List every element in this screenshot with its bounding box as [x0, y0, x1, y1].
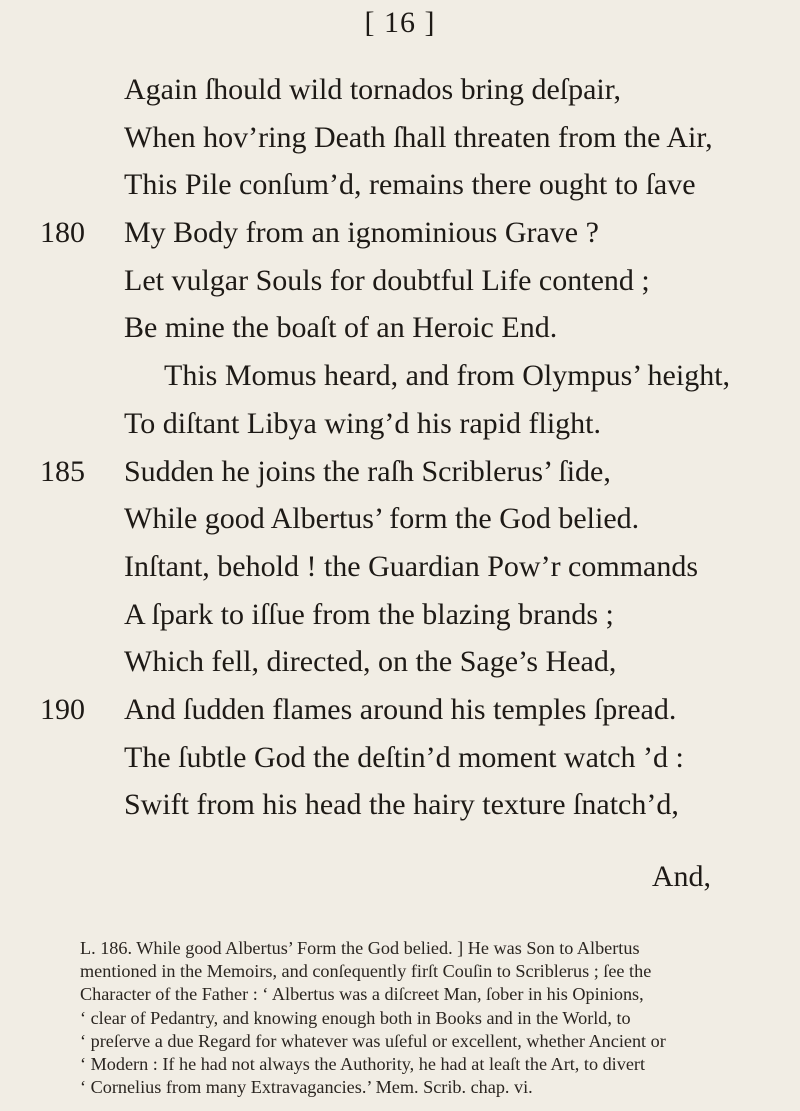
- verse-line: [0, 209, 800, 257]
- footnote-line: ‘ clear of Pedantry, and knowing enough both in Books and in the World, to: [80, 1007, 631, 1028]
- footnote-line: mentioned in the Memoirs, and conſequently firſt Couſin to Scriblerus ; ſee the: [80, 961, 652, 982]
- verse-line: [0, 734, 800, 782]
- footnote-line: ‘ preſerve a due Regard for whatever was uſeful or excellent, whether Ancient or: [80, 1030, 666, 1051]
- verse-line: [0, 686, 800, 734]
- verse-line: [0, 257, 800, 305]
- footnote-line: ‘ Cornelius from many Extravagancies.’ Mem. Scrib. chap. vi.: [80, 1077, 533, 1098]
- verse-line: [0, 781, 800, 829]
- verse-line: [0, 495, 800, 543]
- verse-text: This Momus heard, and from Olympus’ height,: [164, 359, 731, 393]
- verse-text: Be mine the boaſt of an Heroic End.: [124, 311, 558, 345]
- verse-text: Let vulgar Souls for doubtful Life contend ;: [124, 263, 650, 297]
- verse-text: While good Albertus’ form the God belied.: [124, 502, 640, 536]
- verse-line: [0, 400, 800, 448]
- page-number: [ 16 ]: [364, 6, 436, 39]
- footnote-line: ‘ Modern : If he had not always the Authority, he had at leaſt the Art, to divert: [80, 1053, 646, 1074]
- verse-line: [0, 352, 800, 400]
- verse-text: My Body from an ignominious Grave ?: [124, 216, 599, 250]
- line-number: 190: [40, 692, 85, 726]
- verse-line: [0, 591, 800, 639]
- verse-line: [0, 304, 800, 352]
- footnote-line: L. 186. While good Albertus’ Form the God belied. ] He was Son to Albertus: [80, 938, 640, 958]
- line-number: 185: [40, 454, 85, 488]
- verse-line: [0, 114, 800, 162]
- verse-text: Swift from his head the hairy texture ſnatch’d,: [124, 788, 679, 822]
- verse-text: Which fell, directed, on the Sage’s Head,: [124, 645, 617, 679]
- verse-text: This Pile conſum’d, remains there ought to ſave: [124, 168, 696, 202]
- verse-text: Sudden he joins the raſh Scriblerus’ ſide,: [124, 454, 611, 488]
- catchword: And,: [651, 860, 711, 893]
- verse-text: And ſudden flames around his temples ſpread.: [124, 692, 677, 726]
- verse-line: [0, 638, 800, 686]
- line-number: 180: [40, 216, 85, 250]
- verse-text: To diſtant Libya wing’d his rapid flight.: [124, 406, 601, 440]
- footnote: [80, 937, 730, 1099]
- verse-text: Inſtant, behold ! the Guardian Pow’r commands: [124, 549, 699, 583]
- verse-line: [0, 448, 800, 496]
- verse-line: [0, 161, 800, 209]
- verse-line: [0, 66, 800, 114]
- verse-text: Again ſhould wild tornados bring deſpair,: [124, 73, 622, 106]
- verse-text: A ſpark to iſſue from the blazing brands ;: [124, 597, 614, 631]
- verse-text: When hov’ring Death ſhall threaten from the Air,: [124, 120, 713, 154]
- poem-verse: [0, 66, 800, 829]
- footnote-line: Character of the Father : ‘ Albertus was a diſcreet Man, ſober in his Opinions,: [80, 984, 644, 1005]
- verse-text: The ſubtle God the deſtin’d moment watch ’d :: [124, 740, 684, 774]
- verse-line: [0, 543, 800, 591]
